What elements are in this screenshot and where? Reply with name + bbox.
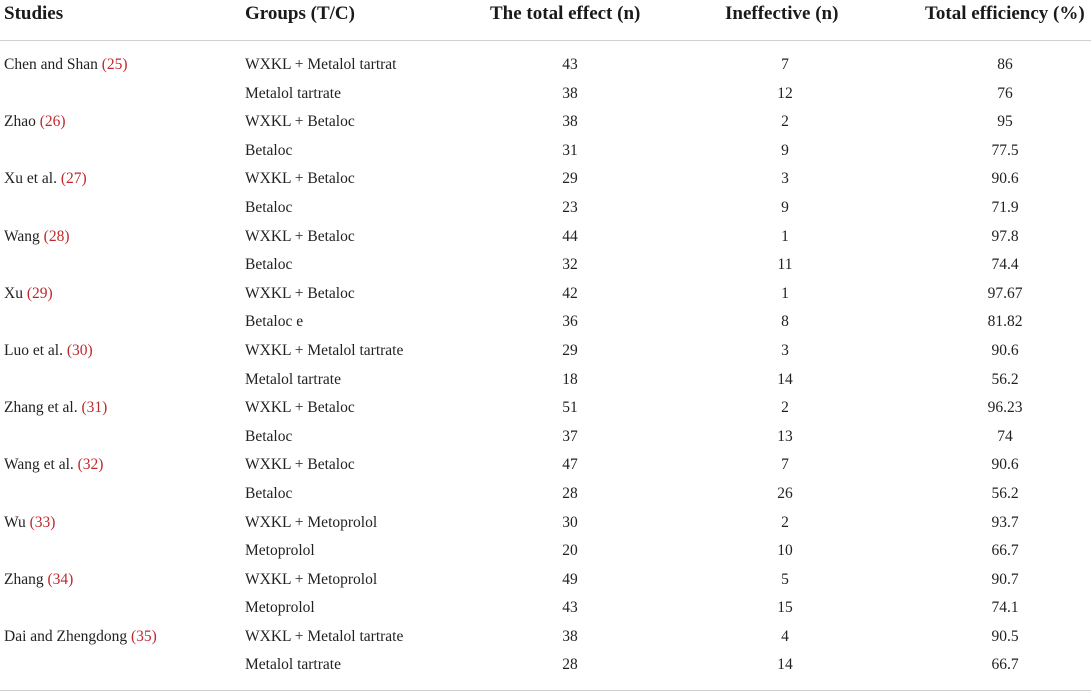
cell-group: WXKL + Metalol tartrate xyxy=(245,627,404,645)
cell-study xyxy=(4,394,107,423)
cell-total-effect: 38 xyxy=(562,113,578,131)
reference-link[interactable]: (25) xyxy=(101,56,128,73)
cell-ineffective: 11 xyxy=(777,256,793,274)
cell-group: Betaloc xyxy=(245,141,293,159)
cell-group: Betaloc xyxy=(245,427,293,445)
cell-total-effect: 28 xyxy=(562,484,578,502)
cell-study xyxy=(4,108,66,137)
cell-group: Betaloc xyxy=(245,198,293,216)
cell-group: WXKL + Metalol tartrat xyxy=(245,56,397,73)
cell-ineffective: 10 xyxy=(777,542,793,560)
cell-total-effect: 20 xyxy=(562,542,578,560)
cell-group: WXKL + Betaloc xyxy=(245,456,355,474)
cell-total-efficiency: 74 xyxy=(997,427,1013,445)
table-bottom-rule xyxy=(0,690,1091,691)
cell-study xyxy=(4,509,55,538)
table-row xyxy=(0,194,1091,223)
study-name: Dai and Zhengdong xyxy=(4,627,128,645)
cell-group: WXKL + Betaloc xyxy=(245,170,355,188)
study-name: Zhang xyxy=(4,570,44,588)
cell-study xyxy=(4,223,69,252)
reference-link[interactable]: (29) xyxy=(26,284,53,302)
cell-total-effect: 42 xyxy=(562,284,578,302)
study-name: Wang xyxy=(4,227,40,245)
cell-total-effect: 23 xyxy=(562,198,578,216)
cell-total-efficiency: 66.7 xyxy=(991,542,1019,560)
cell-group: WXKL + Metoprolol xyxy=(245,513,378,531)
cell-total-effect: 37 xyxy=(562,427,578,445)
table-row xyxy=(0,480,1091,509)
cell-study xyxy=(4,51,128,80)
cell-total-effect: 29 xyxy=(562,341,578,359)
cell-total-efficiency: 74.1 xyxy=(991,599,1019,617)
cell-group: Betaloc xyxy=(245,484,293,502)
reference-link[interactable]: (27) xyxy=(60,170,87,188)
cell-group: WXKL + Metoprolol xyxy=(245,570,378,588)
table-row xyxy=(0,280,1091,309)
cell-study xyxy=(4,623,157,652)
cell-ineffective: 14 xyxy=(777,656,793,674)
cell-group: Betaloc e xyxy=(245,313,304,331)
reference-link[interactable]: (33) xyxy=(29,513,56,531)
cell-total-efficiency: 90.7 xyxy=(991,570,1019,588)
cell-total-efficiency: 97.8 xyxy=(991,227,1019,245)
table-row xyxy=(0,394,1091,423)
cell-ineffective: 2 xyxy=(781,399,789,417)
cell-study xyxy=(4,280,53,309)
cell-total-effect: 18 xyxy=(562,370,578,388)
cell-total-efficiency: 90.6 xyxy=(991,341,1019,359)
cell-ineffective: 13 xyxy=(777,427,793,445)
cell-total-efficiency: 76 xyxy=(997,84,1013,102)
cell-total-efficiency: 86 xyxy=(997,56,1013,73)
cell-study xyxy=(4,566,73,595)
table-row xyxy=(0,51,1091,80)
cell-group: WXKL + Betaloc xyxy=(245,227,355,245)
cell-ineffective: 15 xyxy=(777,599,793,617)
cell-total-effect: 38 xyxy=(562,84,578,102)
header-groups: Groups (T/C) xyxy=(245,3,355,24)
study-name: Xu et al. xyxy=(4,170,57,188)
cell-total-efficiency: 81.82 xyxy=(987,313,1023,331)
cell-ineffective: 14 xyxy=(777,370,793,388)
cell-ineffective: 3 xyxy=(781,170,789,188)
table-row xyxy=(0,308,1091,337)
cell-total-effect: 51 xyxy=(562,399,578,417)
table-body xyxy=(0,41,1091,680)
cell-total-efficiency: 66.7 xyxy=(991,656,1019,674)
cell-total-efficiency: 96.23 xyxy=(987,399,1023,417)
cell-group: Metalol tartrate xyxy=(245,84,341,102)
cell-total-efficiency: 93.7 xyxy=(991,513,1019,531)
cell-group: WXKL + Betaloc xyxy=(245,113,355,131)
cell-ineffective: 7 xyxy=(781,456,789,474)
cell-group: Metoprolol xyxy=(245,599,315,617)
table-row xyxy=(0,108,1091,137)
cell-total-effect: 43 xyxy=(562,56,578,73)
cell-total-effect: 43 xyxy=(562,599,578,617)
table-row xyxy=(0,366,1091,395)
cell-total-efficiency: 90.5 xyxy=(991,627,1019,645)
study-name: Luo et al. xyxy=(4,341,63,359)
cell-ineffective: 2 xyxy=(781,513,789,531)
cell-study xyxy=(4,337,93,366)
reference-link[interactable]: (32) xyxy=(77,456,104,474)
cell-total-efficiency: 95 xyxy=(997,113,1013,131)
cell-total-effect: 28 xyxy=(562,656,578,674)
cell-total-effect: 29 xyxy=(562,170,578,188)
cell-total-effect: 44 xyxy=(562,227,578,245)
cell-total-effect: 30 xyxy=(562,513,578,531)
study-name: Wang et al. xyxy=(4,456,74,474)
cell-total-effect: 38 xyxy=(562,627,578,645)
table-row xyxy=(0,594,1091,623)
cell-total-efficiency: 74.4 xyxy=(991,256,1019,274)
cell-ineffective: 2 xyxy=(781,113,789,131)
cell-total-efficiency: 90.6 xyxy=(991,170,1019,188)
table-row xyxy=(0,423,1091,452)
cell-total-efficiency: 71.9 xyxy=(991,198,1019,216)
table-row xyxy=(0,651,1091,680)
cell-ineffective: 4 xyxy=(781,627,789,645)
reference-link[interactable]: (30) xyxy=(66,341,93,359)
cell-group: WXKL + Metalol tartrate xyxy=(245,341,404,359)
cell-total-effect: 36 xyxy=(562,313,578,331)
study-name: Zhang et al. xyxy=(4,399,78,417)
study-name: Zhao xyxy=(4,113,36,131)
study-name: Wu xyxy=(4,513,26,531)
cell-group: Metalol tartrate xyxy=(245,370,341,388)
table-row xyxy=(0,623,1091,652)
cell-ineffective: 3 xyxy=(781,341,789,359)
header-studies: Studies xyxy=(4,3,64,24)
table-row xyxy=(0,537,1091,566)
cell-ineffective: 9 xyxy=(781,141,789,159)
cell-total-effect: 49 xyxy=(562,570,578,588)
cell-ineffective: 5 xyxy=(781,570,789,588)
cell-ineffective: 12 xyxy=(777,84,793,102)
table-row xyxy=(0,509,1091,538)
table-row xyxy=(0,223,1091,252)
cell-total-efficiency: 90.6 xyxy=(991,456,1019,474)
cell-total-efficiency: 97.67 xyxy=(987,284,1023,302)
cell-ineffective: 26 xyxy=(777,484,793,502)
cell-total-efficiency: 77.5 xyxy=(991,141,1019,159)
cell-total-efficiency: 56.2 xyxy=(991,484,1019,502)
cell-ineffective: 1 xyxy=(781,227,789,245)
table-row xyxy=(0,451,1091,480)
reference-link[interactable]: (34) xyxy=(47,570,74,588)
reference-link[interactable]: (26) xyxy=(39,113,66,131)
cell-study xyxy=(4,451,103,480)
reference-link[interactable]: (28) xyxy=(43,227,70,245)
table-header xyxy=(0,0,1091,41)
header-total-effect: The total effect (n) xyxy=(490,3,641,24)
header-total-efficiency: Total efficiency (%) xyxy=(925,3,1085,24)
cell-study xyxy=(4,165,87,194)
cell-group: Metoprolol xyxy=(245,542,315,560)
cell-total-efficiency: 56.2 xyxy=(991,370,1019,388)
table-row xyxy=(0,165,1091,194)
reference-link[interactable]: (35) xyxy=(130,627,157,645)
study-name: Xu xyxy=(4,284,23,302)
cell-ineffective: 8 xyxy=(781,313,789,331)
table-row xyxy=(0,80,1091,109)
table-row xyxy=(0,566,1091,595)
study-name: Chen and Shan xyxy=(4,56,98,73)
cell-total-effect: 32 xyxy=(562,256,578,274)
cell-group: WXKL + Betaloc xyxy=(245,284,355,302)
cell-total-effect: 31 xyxy=(562,141,578,159)
header-ineffective: Ineffective (n) xyxy=(725,3,839,24)
cell-total-effect: 47 xyxy=(562,456,578,474)
cell-ineffective: 1 xyxy=(781,284,789,302)
cell-ineffective: 9 xyxy=(781,198,789,216)
reference-link[interactable]: (31) xyxy=(81,399,108,417)
table-row xyxy=(0,337,1091,366)
cell-group: Metalol tartrate xyxy=(245,656,341,674)
cell-ineffective: 7 xyxy=(781,56,789,73)
cell-group: WXKL + Betaloc xyxy=(245,399,355,417)
table-row xyxy=(0,137,1091,166)
table-row xyxy=(0,251,1091,280)
cell-group: Betaloc xyxy=(245,256,293,274)
